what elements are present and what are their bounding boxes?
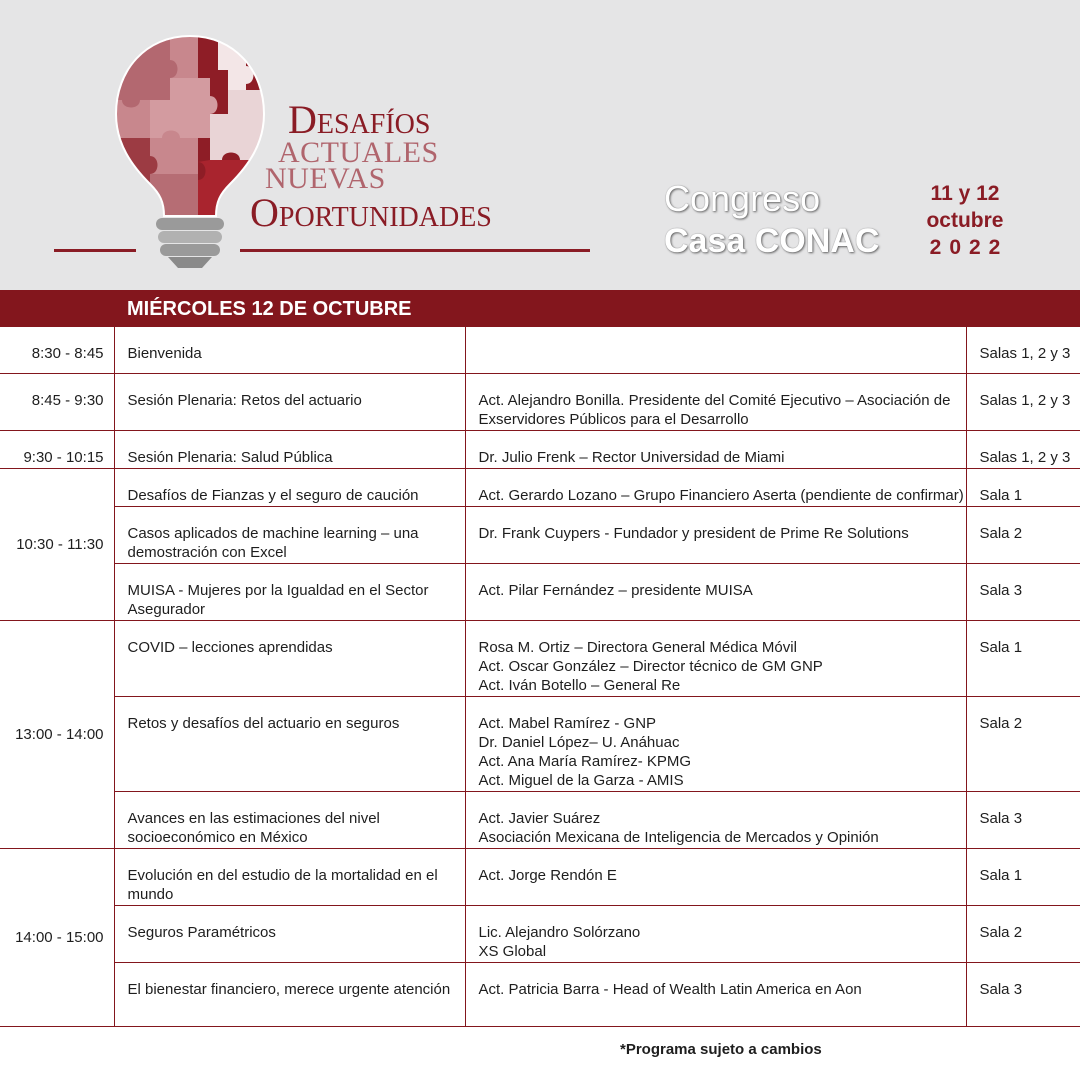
table-row bbox=[0, 507, 1080, 564]
session-speakers bbox=[465, 564, 966, 621]
table-row bbox=[0, 963, 1080, 1027]
session-room: Salas 1, 2 y 3 bbox=[966, 431, 1080, 469]
title-line-4: Oportunidades bbox=[250, 190, 492, 235]
session-room: Salas 1, 2 y 3 bbox=[966, 374, 1080, 431]
title-line-1: Desafíos bbox=[288, 97, 431, 142]
speaker-line: Lic. Alejandro Solórzano bbox=[478, 924, 641, 941]
agenda-table bbox=[0, 326, 1080, 1027]
session-room: Sala 3 bbox=[966, 963, 1080, 1027]
session-title: MUISA - Mujeres por la Igualdad en el Sector Asegurador bbox=[114, 564, 465, 621]
table-row bbox=[0, 431, 1080, 469]
session-speakers bbox=[465, 374, 966, 431]
session-title: Avances en las estimaciones del nivel socioeconómico en México bbox=[114, 792, 465, 849]
session-title: Sesión Plenaria: Retos del actuario bbox=[114, 374, 465, 431]
speaker-line: XS Global bbox=[478, 943, 547, 960]
table-row bbox=[0, 469, 1080, 507]
session-speakers bbox=[465, 327, 966, 374]
speaker-line: Asociación Mexicana de Inteligencia de Mercados y Opinión bbox=[478, 829, 879, 846]
speaker-line: Act. Miguel de la Garza - AMIS bbox=[478, 772, 684, 789]
session-title: Bienvenida bbox=[114, 327, 465, 374]
table-row bbox=[0, 906, 1080, 963]
speaker-line: Act. Patricia Barra - Head of Wealth Latin America en Aon bbox=[478, 981, 862, 998]
session-speakers bbox=[465, 507, 966, 564]
event-dates bbox=[906, 180, 1024, 261]
table-row bbox=[0, 327, 1080, 374]
speaker-line: Dr. Daniel López– U. Anáhuac bbox=[478, 734, 680, 751]
session-room: Sala 2 bbox=[966, 697, 1080, 792]
session-time: 10:30 - 11:30 bbox=[0, 469, 114, 621]
session-room: Sala 1 bbox=[966, 849, 1080, 906]
session-speakers bbox=[465, 697, 966, 792]
session-speakers bbox=[465, 469, 966, 507]
event-header bbox=[0, 0, 1080, 290]
decorative-rule bbox=[54, 249, 136, 252]
speaker-line: Act. Mabel Ramírez - GNP bbox=[478, 715, 657, 732]
speaker-line: Act. Pilar Fernández – presidente MUISA bbox=[478, 582, 753, 599]
date-days: 11 y 12 bbox=[930, 182, 1000, 205]
session-title: Casos aplicados de machine learning – una demostración con Excel bbox=[114, 507, 465, 564]
day-header-band bbox=[0, 290, 1080, 327]
date-month: octubre bbox=[926, 209, 1004, 232]
lightbulb-puzzle-icon bbox=[110, 30, 270, 270]
speaker-line: Act. Ana María Ramírez- KPMG bbox=[478, 753, 692, 770]
table-row bbox=[0, 849, 1080, 906]
session-title: Seguros Paramétricos bbox=[114, 906, 465, 963]
session-title: Retos y desafíos del actuario en seguros bbox=[114, 697, 465, 792]
session-time: 8:30 - 8:45 bbox=[0, 327, 114, 374]
venue-label: Casa CONAC bbox=[664, 222, 880, 260]
session-room: Salas 1, 2 y 3 bbox=[966, 327, 1080, 374]
speaker-line: Dr. Frank Cuypers - Fundador y president de Prime Re Solutions bbox=[478, 525, 909, 542]
table-row bbox=[0, 792, 1080, 849]
session-time: 14:00 - 15:00 bbox=[0, 849, 114, 1027]
session-time: 9:30 - 10:15 bbox=[0, 431, 114, 469]
title-line-2: ACTUALES bbox=[278, 136, 439, 169]
table-row bbox=[0, 564, 1080, 621]
speaker-line: Act. Oscar González – Director técnico de GM GNP bbox=[478, 658, 823, 675]
session-speakers bbox=[465, 792, 966, 849]
speaker-line: Rosa M. Ortiz – Directora General Médica Móvil bbox=[478, 639, 797, 656]
session-time: 8:45 - 9:30 bbox=[0, 374, 114, 431]
session-room: Sala 3 bbox=[966, 564, 1080, 621]
speaker-line: Act. Gerardo Lozano – Grupo Financiero Aserta (pendiente de confirmar) bbox=[478, 487, 964, 504]
congreso-label: Congreso bbox=[664, 178, 821, 219]
session-speakers bbox=[465, 431, 966, 469]
speaker-line: Act. Iván Botello – General Re bbox=[478, 677, 681, 694]
session-speakers bbox=[465, 621, 966, 697]
session-speakers bbox=[465, 849, 966, 906]
decorative-rule bbox=[240, 249, 590, 252]
session-title: El bienestar financiero, merece urgente atención bbox=[114, 963, 465, 1027]
session-title: Sesión Plenaria: Salud Pública bbox=[114, 431, 465, 469]
session-room: Sala 1 bbox=[966, 621, 1080, 697]
speaker-line: Act. Javier Suárez bbox=[478, 810, 601, 827]
session-room: Sala 3 bbox=[966, 792, 1080, 849]
speaker-line: Act. Jorge Rendón E bbox=[478, 867, 617, 884]
date-year: 2022 bbox=[929, 236, 1009, 259]
session-room: Sala 2 bbox=[966, 906, 1080, 963]
session-speakers bbox=[465, 963, 966, 1027]
session-title: COVID – lecciones aprendidas bbox=[114, 621, 465, 697]
session-title: Evolución en del estudio de la mortalidad en el mundo bbox=[114, 849, 465, 906]
program-disclaimer: *Programa sujeto a cambios bbox=[620, 1041, 822, 1058]
session-title: Desafíos de Fianzas y el seguro de caución bbox=[114, 469, 465, 507]
table-row bbox=[0, 697, 1080, 792]
speaker-line: Dr. Julio Frenk – Rector Universidad de Miami bbox=[478, 449, 785, 466]
session-room: Sala 1 bbox=[966, 469, 1080, 507]
title-line-3: NUEVAS bbox=[265, 162, 386, 195]
session-time: 13:00 - 14:00 bbox=[0, 621, 114, 849]
table-row bbox=[0, 374, 1080, 431]
table-row bbox=[0, 621, 1080, 697]
session-room: Sala 2 bbox=[966, 507, 1080, 564]
day-label: MIÉRCOLES 12 DE OCTUBRE bbox=[127, 298, 412, 320]
speaker-line: Act. Alejandro Bonilla. Presidente del Comité Ejecutivo – Asociación de Exservidores Públicos para el Desarrollo bbox=[478, 392, 951, 428]
session-speakers bbox=[465, 906, 966, 963]
